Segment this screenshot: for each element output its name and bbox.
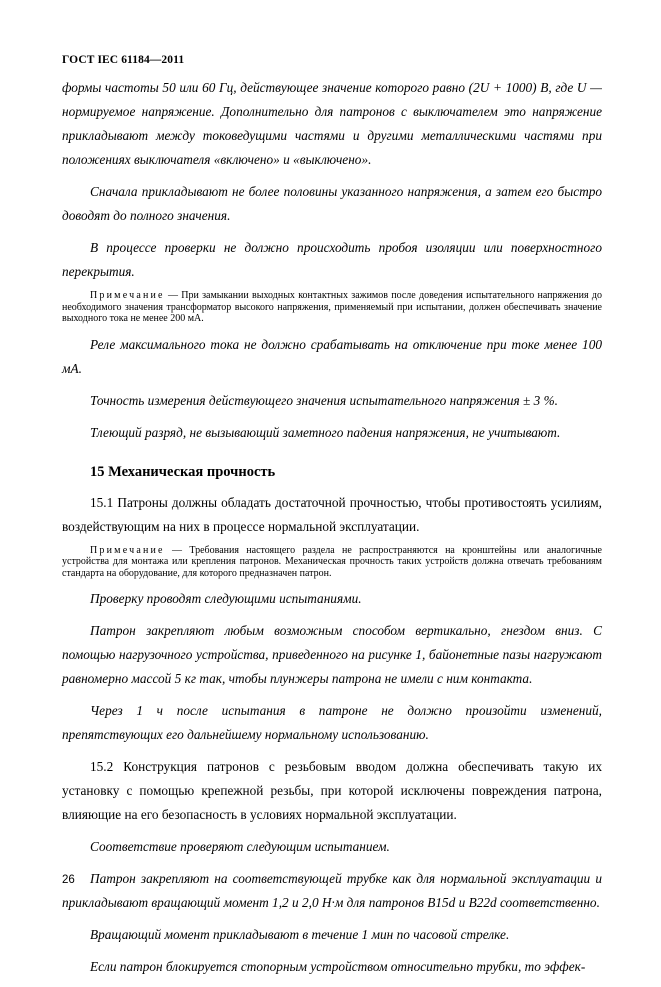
paragraph: Через 1 ч после испытания в патроне не должно произойти изменений, препятствующих его дальнейшему нормальному использованию. bbox=[62, 703, 602, 742]
note-lead: Примечание bbox=[90, 544, 165, 556]
paragraph: Соответствие проверяют следующим испытанием. bbox=[90, 839, 390, 854]
document-header: ГОСТ IEC 61184—2011 bbox=[62, 54, 185, 66]
paragraph: Точность измерения действующего значения испытательного напряжения ± 3 %. bbox=[90, 392, 558, 408]
document-body bbox=[62, 76, 602, 987]
paragraph: Реле максимального тока не должно срабатывать на отключение при токе менее 100 мА. bbox=[62, 336, 602, 376]
paragraph: Сначала прикладывают не более половины указанного напряжения, а затем его быстро доводят до полного значения. bbox=[62, 184, 602, 223]
paragraph: В процессе проверки не должно происходить пробоя изоляции или поверхностного перекрытия. bbox=[62, 240, 602, 279]
paragraph-continuation: формы частоты 50 или 60 Гц, действующее значение которого равно (2U + 1000) В, где U — нормируемое напряжение. Дополнительно для патронов с выключателем это напряжение прикладывают между токоведущими частями и другими металлическими частями при положениях выключателя «включено» и «выключено». bbox=[62, 80, 602, 167]
paragraph: 15.2 Конструкция патронов с резьбовым вводом должна обеспечивать такую их установку с помощью крепежной резьбы, при которой исключены повреждения патрона, влияющие на его безопасность в условиях нормальной эксплуатации. bbox=[62, 759, 602, 822]
section-heading: 15 Механическая прочность bbox=[90, 463, 276, 480]
note bbox=[62, 290, 602, 325]
note bbox=[62, 545, 602, 580]
paragraph: 15.1 Патроны должны обладать достаточной прочностью, чтобы противостоять усилиям, воздействующим на них в процессе нормальной эксплуатации. bbox=[62, 494, 602, 534]
paragraph: Патрон закрепляют на соответствующей трубке как для нормальной эксплуатации и прикладывают вращающий момент 1,2 и 2,0 Н·м для патронов B15d и B22d соответственно. bbox=[62, 871, 602, 910]
paragraph: Если патрон блокируется стопорным устройством относительно трубки, то эффек- bbox=[90, 959, 586, 974]
note-text: — При замыкании выходных контактных зажимов после доведения испытательного напряжения до необходимого значения трансформатор высокого напряжения, применяемый при испытании, должен обеспечивать значение выходного тока не менее 200 мА. bbox=[62, 290, 602, 324]
paragraph: Вращающий момент прикладывают в течение 1 мин по часовой стрелке. bbox=[90, 927, 510, 942]
paragraph: Проверку проводят следующими испытаниями. bbox=[90, 591, 362, 606]
page-number: 26 bbox=[62, 874, 75, 886]
paragraph: Патрон закрепляют любым возможным способом вертикально, гнездом вниз. С помощью нагрузочного устройства, приведенного на рисунке 1, байонетные пазы нагружают равномерно массой 5 кг так, чтобы плунжеры патрона не имели с ним контакта. bbox=[62, 623, 602, 686]
note-lead: Примечание bbox=[90, 290, 165, 301]
paragraph: Тлеющий разряд, не вызывающий заметного падения напряжения, не учитывают. bbox=[90, 424, 561, 440]
note-text: — Требования настоящего раздела не распространяются на кронштейны или аналогичные устройства для монтажа или крепления патронов. Механическая прочность таких устройств должна отвечать требованиям стандарта на оборудование, для которого предназначен патрон. bbox=[62, 544, 602, 579]
